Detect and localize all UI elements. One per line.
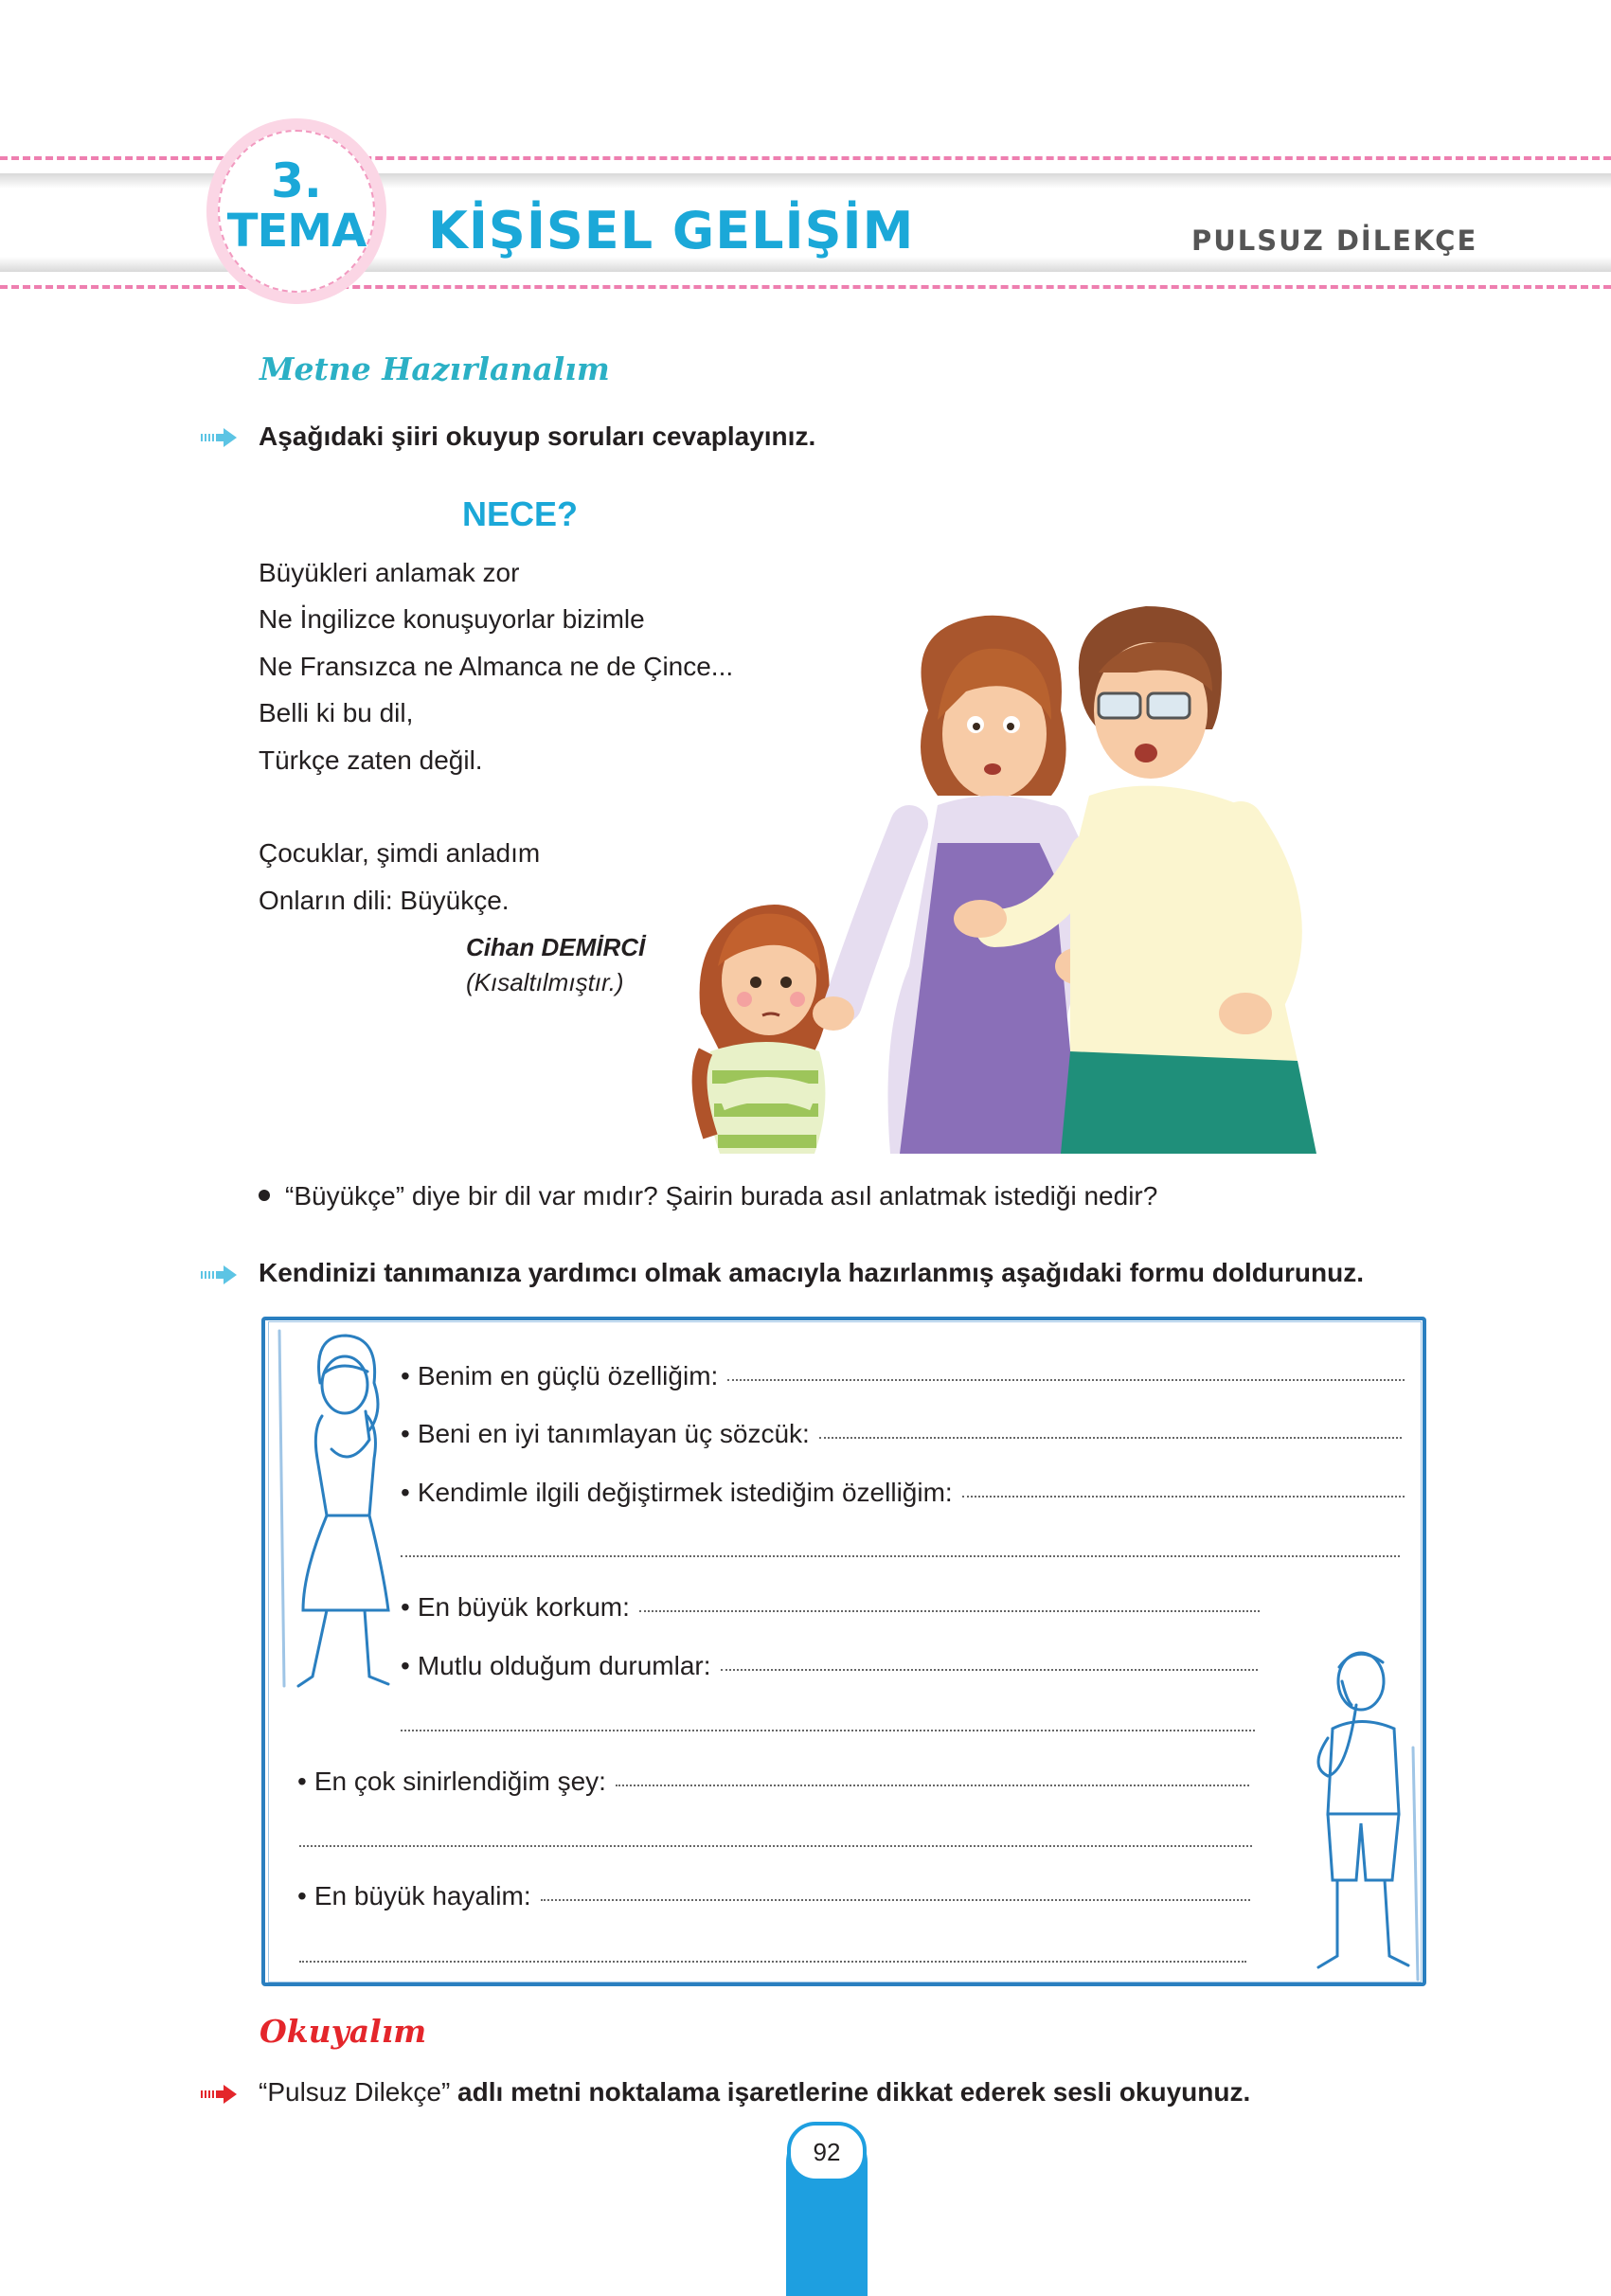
form-field-label: En çok sinirlendiğim şey:: [313, 1767, 606, 1796]
prep-instruction: Aşağıdaki şiiri okuyup soruları cevaplayınız.: [259, 422, 816, 451]
poem-line: Onların dili: Büyükçe.: [259, 886, 510, 915]
poem-author: Cihan DEMİRCİ: [466, 933, 646, 961]
answer-line[interactable]: [401, 1730, 1255, 1731]
section-heading-prep: Metne Hazırlanalım: [260, 350, 610, 387]
poem-line: Ne Fransızca ne Almanca ne de Çince...: [259, 652, 734, 681]
bullet: •: [401, 1419, 410, 1448]
running-head: PULSUZ DİLEKÇE: [1191, 224, 1478, 257]
answer-line[interactable]: [819, 1437, 1402, 1439]
form-field-strongest-trait: [401, 1361, 1405, 1391]
form-instruction: Kendinizi tanımanıza yardımcı olmak amacıyla hazırlanmış aşağıdaki formu doldurunuz.: [259, 1258, 1364, 1287]
section-heading-read: Okuyalım: [260, 2013, 427, 2050]
arrow-right-icon: [201, 1265, 239, 1285]
form-field-label: En büyük korkum:: [417, 1592, 630, 1622]
poem-line: Çocuklar, şimdi anladım: [259, 838, 541, 868]
poem-line: Büyükleri anlamak zor: [259, 558, 520, 587]
answer-line[interactable]: [962, 1496, 1405, 1498]
theme-number: 3.: [271, 153, 322, 208]
poem-line: Belli ki bu dil,: [259, 698, 414, 727]
theme-badge: [206, 118, 386, 304]
answer-line[interactable]: [299, 1845, 1252, 1847]
form-field-most-angry: [297, 1767, 1249, 1797]
discussion-question: [259, 1181, 1157, 1211]
reading-instruction-text: adlı metni noktalama işaretlerine dikkat ederek sesli okuyunuz.: [450, 2077, 1251, 2107]
form-field-biggest-dream: [297, 1881, 1250, 1911]
answer-line[interactable]: [639, 1610, 1260, 1612]
answer-line[interactable]: [401, 1555, 1400, 1557]
answer-line[interactable]: [727, 1379, 1405, 1381]
bullet: •: [297, 1767, 307, 1796]
reading-instruction: [259, 2077, 1250, 2108]
reading-text-title: “Pulsuz Dilekçe”: [259, 2077, 451, 2107]
form-field-label: Kendimle ilgili değiştirmek istediğim özelliğim:: [417, 1478, 953, 1507]
theme-title: KİŞİSEL GELİŞİM: [428, 201, 915, 260]
bullet: •: [401, 1478, 410, 1507]
bullet: •: [401, 1592, 410, 1622]
poem-title: NECE?: [462, 494, 579, 533]
poem-line: Türkçe zaten değil.: [259, 745, 483, 775]
answer-line[interactable]: [541, 1899, 1250, 1901]
bullet: •: [297, 1881, 307, 1910]
form-field-three-words: [401, 1419, 1402, 1449]
form-field-happy-situations: [401, 1651, 1258, 1681]
discussion-question-text: “Büyükçe” diye bir dil var mıdır? Şairin burada asıl anlatmak istediği nedir?: [285, 1181, 1158, 1211]
bullet-dot: [259, 1190, 270, 1201]
form-field-biggest-fear: [401, 1592, 1260, 1623]
bullet: •: [401, 1651, 410, 1680]
form-field-label: En büyük hayalim:: [313, 1881, 531, 1910]
poem-note: (Kısaltılmıştır.): [466, 968, 624, 996]
page-number: 92: [787, 2122, 867, 2182]
arrow-right-icon: [201, 427, 239, 448]
boy-sketch: [1299, 1634, 1423, 1984]
girl-sketch: [275, 1326, 417, 1695]
answer-line[interactable]: [299, 1961, 1246, 1963]
answer-line[interactable]: [721, 1669, 1258, 1671]
form-field-label: Benim en güçlü özelliğim:: [417, 1361, 719, 1390]
bullet: •: [401, 1361, 410, 1390]
header-dashed-line-bottom: [0, 285, 1611, 289]
form-field-label: Mutlu olduğum durumlar:: [417, 1651, 711, 1680]
poem-line: Ne İngilizce konuşuyorlar bizimle: [259, 604, 645, 634]
form-field-label: Beni en iyi tanımlayan üç sözcük:: [417, 1419, 810, 1448]
family-illustration: [653, 606, 1468, 1154]
arrow-right-icon: [201, 2084, 239, 2105]
answer-line[interactable]: [616, 1785, 1249, 1786]
form-field-change-trait: [401, 1478, 1405, 1508]
theme-word: TEMA: [226, 205, 367, 258]
